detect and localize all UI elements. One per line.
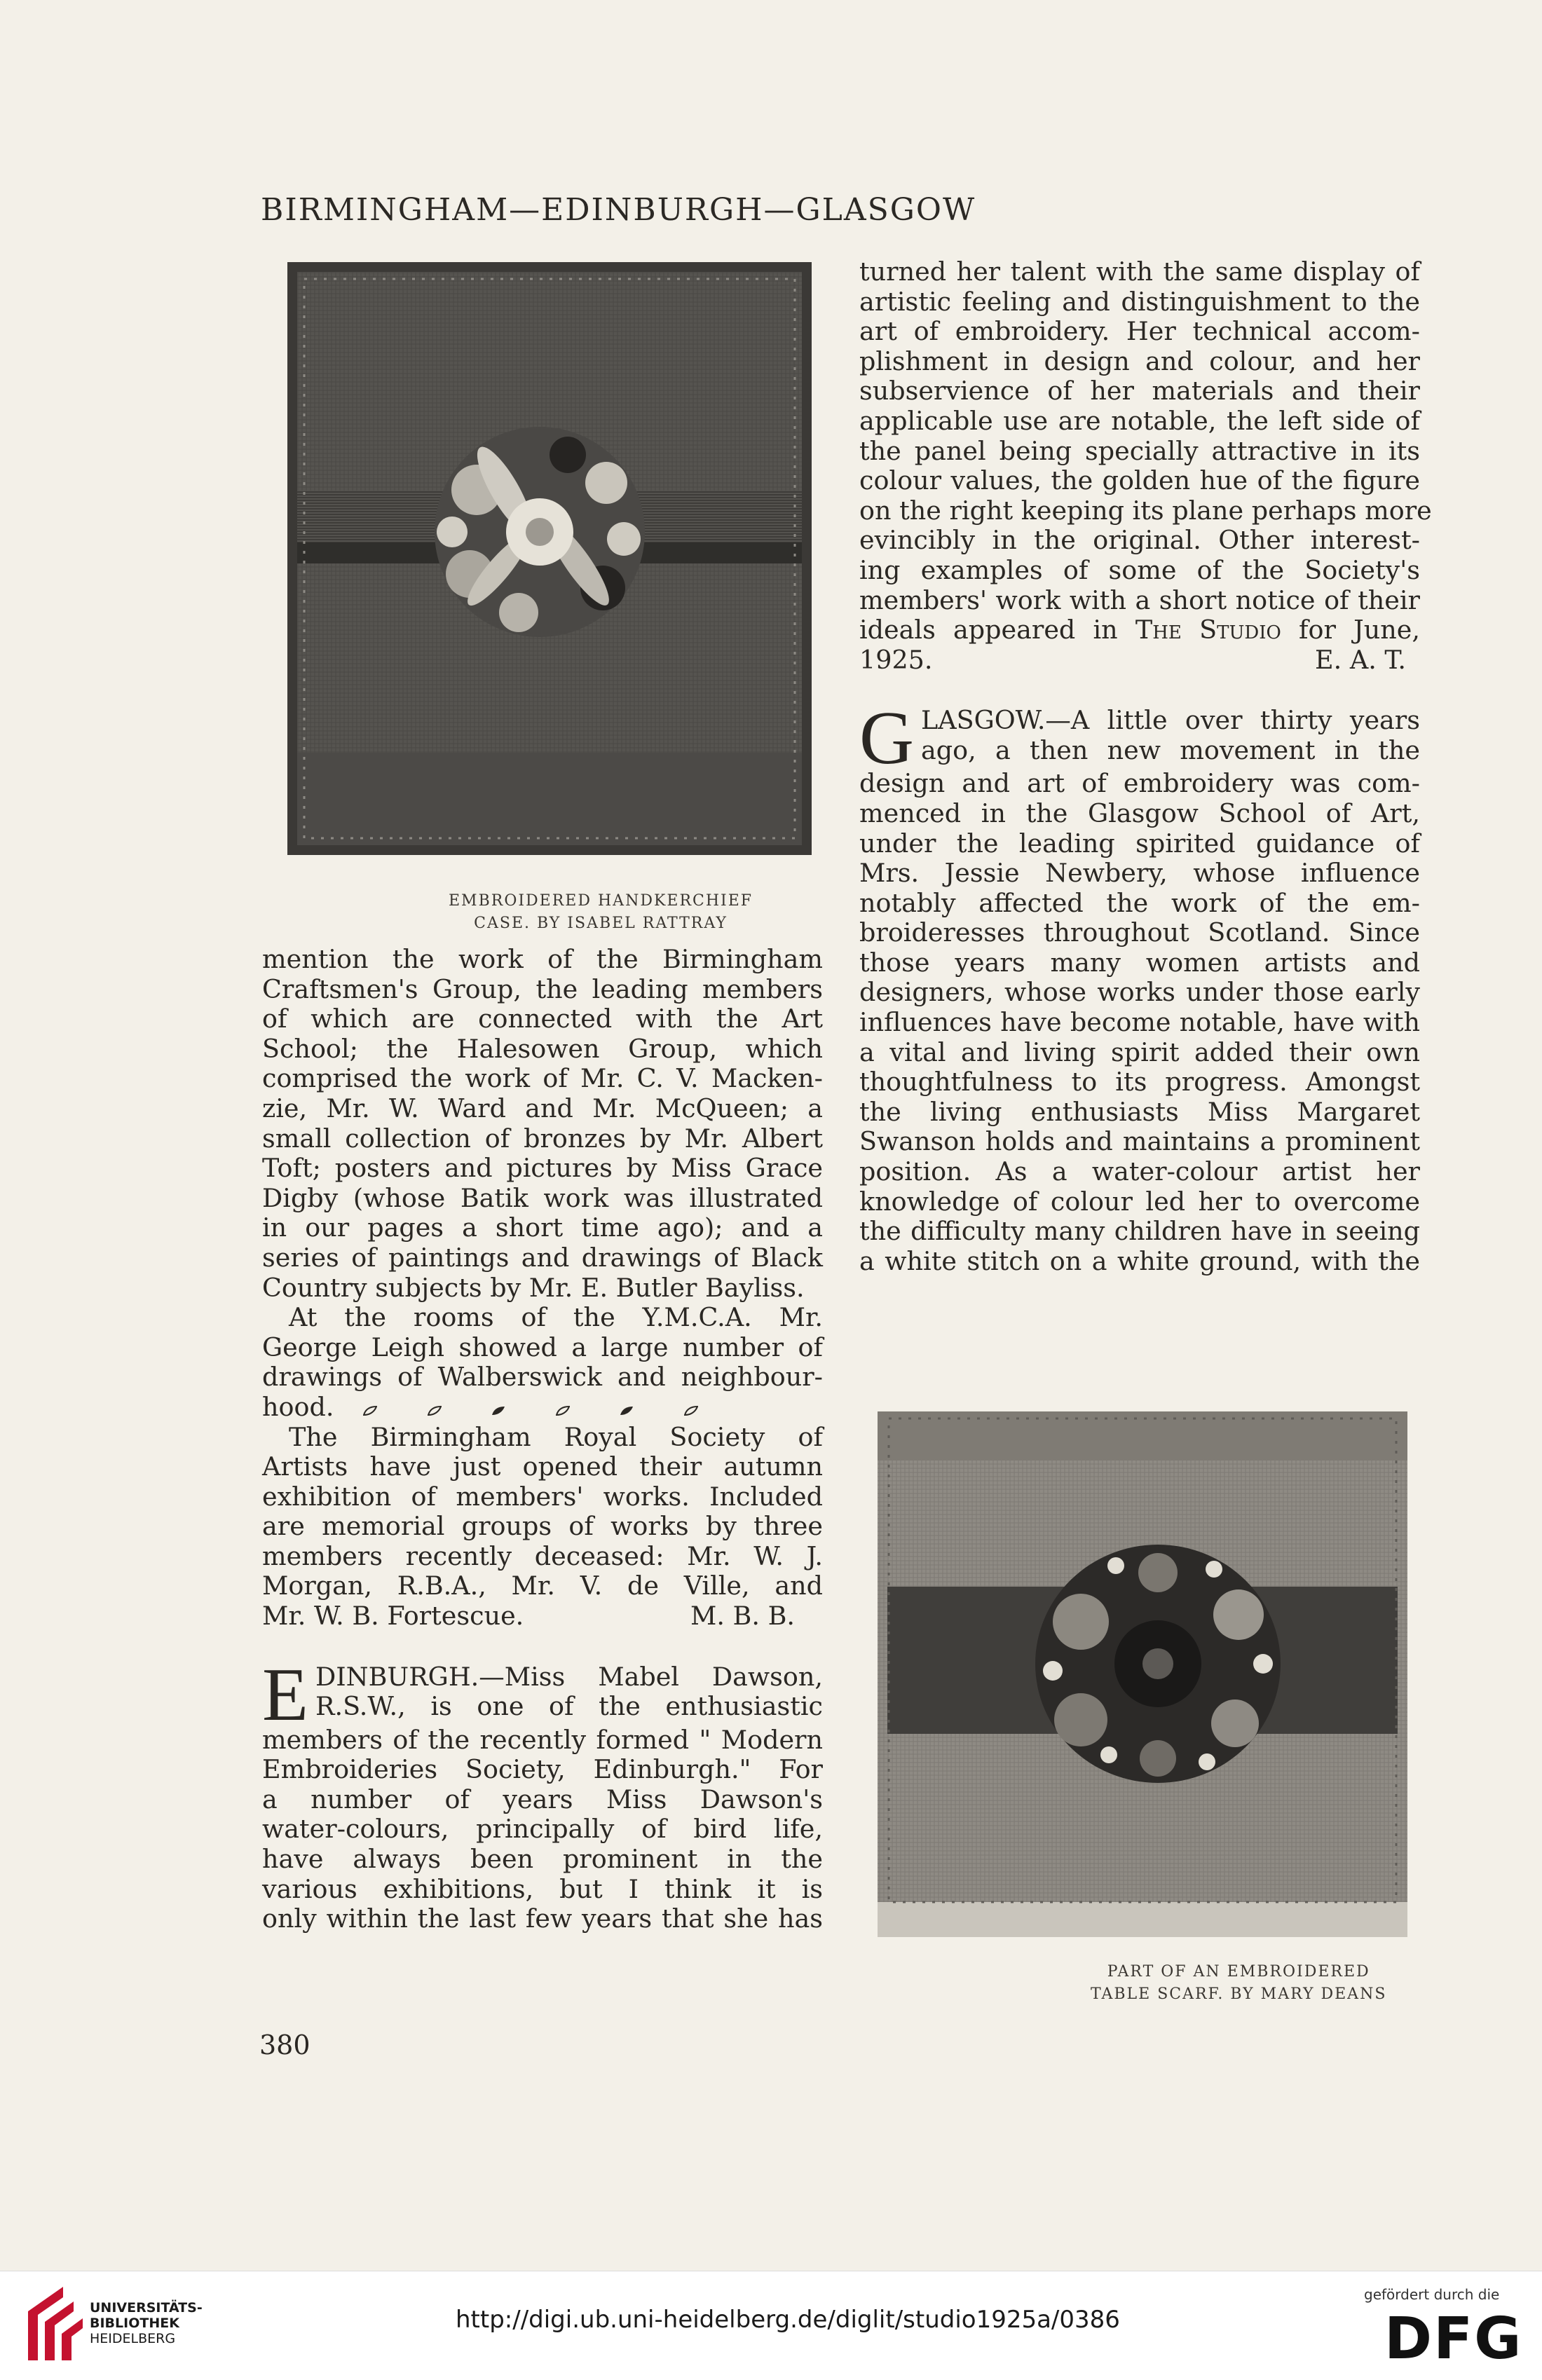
- text-line: series of paintings and drawings of Black: [262, 1242, 823, 1273]
- text-line: Swanson holds and maintains a prominent: [859, 1126, 1420, 1157]
- figure2-caption-line2: TABLE SCARF. BY MARY DEANS: [1091, 1985, 1387, 2003]
- text-line: knowledge of colour led her to overcome: [859, 1186, 1420, 1217]
- text-line: a number of years Miss Dawson's: [262, 1784, 823, 1814]
- text-line: under the leading spirited guidance of: [859, 828, 1420, 859]
- text-line: small collection of bronzes by Mr. Albert: [262, 1123, 823, 1154]
- text-line: drawings of Walberswick and neighbour-: [262, 1362, 823, 1393]
- text-line: [859, 615, 1420, 645]
- text-line: Craftsmen's Group, the leading members: [262, 973, 823, 1004]
- handkerchief-case-photo: [287, 262, 812, 855]
- text-line: the difficulty many children have in seeing: [859, 1216, 1420, 1247]
- text-line: LASGOW.—A little over thirty years: [921, 705, 1420, 736]
- table-scarf-photo: [878, 1411, 1407, 1937]
- permalink[interactable]: http://digi.ub.uni-heidelberg.de/diglit/studio1925a/0386: [456, 2306, 1120, 2334]
- text-line: The Birmingham Royal Society of: [289, 1421, 823, 1452]
- embroidered-rosette: [435, 427, 645, 637]
- birmingham-paragraph-3: [262, 1423, 823, 1632]
- text-line: ing examples of some of the Society's: [859, 554, 1420, 585]
- text-line: the living enthusiasts Miss Margaret: [859, 1096, 1420, 1127]
- text-line: various exhibitions, but I think it is: [262, 1873, 823, 1904]
- text-line: evincibly in the original. Other interest-: [859, 525, 1420, 556]
- funding-caption: gefördert durch die: [1364, 2286, 1500, 2303]
- text-line: Mrs. Jessie Newbery, whose influence: [859, 858, 1420, 889]
- edinburgh-continued-paragraph: [859, 257, 1432, 675]
- text-line: DINBURGH.—Miss Mabel Dawson,: [315, 1661, 823, 1692]
- text-line: comprised the work of Mr. C. V. Macken-: [262, 1063, 823, 1094]
- running-head: BIRMINGHAM—EDINBURGH—GLASGOW: [261, 192, 976, 228]
- page-number: 380: [259, 2030, 311, 2060]
- dfg-logo: DFG: [1384, 2306, 1523, 2372]
- text-line: R.S.W., is one of the enthusiastic: [315, 1691, 823, 1722]
- text-line: subservience of her materials and their: [859, 376, 1420, 406]
- text-line: broideresses throughout Scotland. Since: [859, 917, 1420, 948]
- author-initials: M. B. B.: [690, 1601, 795, 1632]
- embroidered-medallion: [1035, 1545, 1281, 1783]
- text-line: position. As a water-colour artist her: [859, 1156, 1420, 1187]
- text-line: zie, Mr. W. Ward and Mr. McQueen; a: [262, 1093, 823, 1123]
- text-line: George Leigh showed a large number of: [262, 1332, 823, 1362]
- library-line-1: UNIVERSITÄTS-: [90, 2300, 203, 2316]
- text-line: designers, whose works under those early: [859, 977, 1420, 1008]
- leaf-ornament-icon: [620, 1406, 634, 1416]
- text-line: ago, a then new movement in the: [921, 734, 1420, 765]
- text-line: Digby (whose Batik work was illustrated: [262, 1182, 823, 1213]
- text-line: applicable use are notable, the left side of: [859, 405, 1420, 436]
- text-fragment: hood.: [262, 1391, 334, 1422]
- text-line: Artists have just opened their autumn: [262, 1451, 823, 1482]
- text-fragment: for June,: [1281, 615, 1420, 645]
- leaf-ornament-icon: [428, 1406, 442, 1416]
- text-line: design and art of embroidery was com-: [859, 768, 1420, 799]
- magazine-title: The Studio: [1135, 615, 1281, 645]
- university-library-name: [90, 2300, 203, 2346]
- library-line-3: HEIDELBERG: [90, 2331, 176, 2346]
- text-line: members recently deceased: Mr. W. J.: [262, 1540, 823, 1571]
- text-line: notably affected the work of the em-: [859, 887, 1420, 918]
- figure1-caption-line2: CASE. BY ISABEL RATTRAY: [474, 915, 728, 932]
- text-fragment: Mr. W. B. Fortescue.: [262, 1601, 524, 1632]
- text-line: mention the work of the Birmingham: [262, 944, 823, 974]
- text-line: thoughtfulness to its progress. Amongst: [859, 1067, 1420, 1097]
- figure2-caption: [1091, 1961, 1386, 2006]
- text-line: [262, 1393, 823, 1423]
- text-line: a vital and living spirit added their own: [859, 1037, 1420, 1067]
- text-line: are memorial groups of works by three: [262, 1511, 823, 1542]
- text-line: have always been prominent in the: [262, 1844, 823, 1875]
- text-fragment: ideals appeared in: [859, 615, 1135, 645]
- library-line-2: BIBLIOTHEK: [90, 2316, 179, 2331]
- text-line: [859, 645, 1420, 676]
- text-line: Country subjects by Mr. E. Butler Bayliss.: [262, 1272, 805, 1303]
- text-line: Morgan, R.B.A., Mr. V. de Ville, and: [262, 1571, 823, 1601]
- text-line: only within the last few years that she has: [262, 1903, 823, 1934]
- text-line: turned her talent with the same display of: [859, 257, 1420, 287]
- figure1-caption-line1: EMBROIDERED HANDKERCHIEF: [449, 892, 753, 910]
- text-line: on the right keeping its plane perhaps more: [859, 495, 1432, 526]
- text-line: art of embroidery. Her technical accom-: [859, 316, 1420, 347]
- birmingham-paragraph-2: [262, 1303, 823, 1422]
- dropcap-e: E: [262, 1653, 308, 1737]
- text-line: influences have become notable, have with: [859, 1007, 1420, 1038]
- university-library-logo-icon: [21, 2283, 84, 2367]
- text-line: a white stitch on a white ground, with the: [859, 1245, 1420, 1276]
- text-line: Toft; posters and pictures by Miss Grace: [262, 1153, 823, 1184]
- text-line: members of the recently formed " Modern: [262, 1724, 823, 1755]
- text-line: members' work with a short notice of their: [859, 584, 1420, 615]
- left-column: [262, 945, 823, 1934]
- text-fragment: 1925.: [859, 644, 933, 675]
- text-line: Embroideries Society, Edinburgh." For: [262, 1754, 823, 1785]
- figure1-caption: [449, 890, 753, 935]
- text-line: At the rooms of the Y.M.C.A. Mr.: [289, 1302, 823, 1333]
- text-line: plishment in design and colour, and her: [859, 346, 1420, 376]
- birmingham-paragraph-1: [262, 945, 823, 1303]
- author-initials: E. A. T.: [1315, 644, 1406, 675]
- text-line: colour values, the golden hue of the figure: [859, 465, 1420, 496]
- edinburgh-paragraph: [262, 1653, 823, 1934]
- text-line: [262, 1601, 823, 1632]
- text-line: menced in the Glasgow School of Art,: [859, 798, 1420, 828]
- leaf-ornament-icon: [491, 1406, 505, 1416]
- figure2-caption-line1: PART OF AN EMBROIDERED: [1107, 1963, 1370, 1981]
- leaf-ornament-icon: [684, 1406, 698, 1416]
- text-line: the panel being specially attractive in its: [859, 435, 1420, 466]
- text-line: water-colours, principally of bird life,: [262, 1814, 823, 1845]
- text-line: those years many women artists and: [859, 947, 1420, 978]
- leaf-ornament-icon: [556, 1406, 570, 1416]
- text-line: artistic feeling and distinguishment to the: [859, 286, 1420, 317]
- text-line: School; the Halesowen Group, which: [262, 1033, 823, 1064]
- dropcap-g: G: [859, 697, 914, 781]
- right-column: [859, 257, 1432, 1276]
- text-line: in our pages a short time ago); and a: [262, 1212, 823, 1243]
- leaf-ornament-icon: [363, 1406, 377, 1416]
- text-line: exhibition of members' works. Included: [262, 1481, 823, 1512]
- glasgow-paragraph: [859, 697, 1420, 1276]
- text-line: of which are connected with the Art: [262, 1004, 823, 1034]
